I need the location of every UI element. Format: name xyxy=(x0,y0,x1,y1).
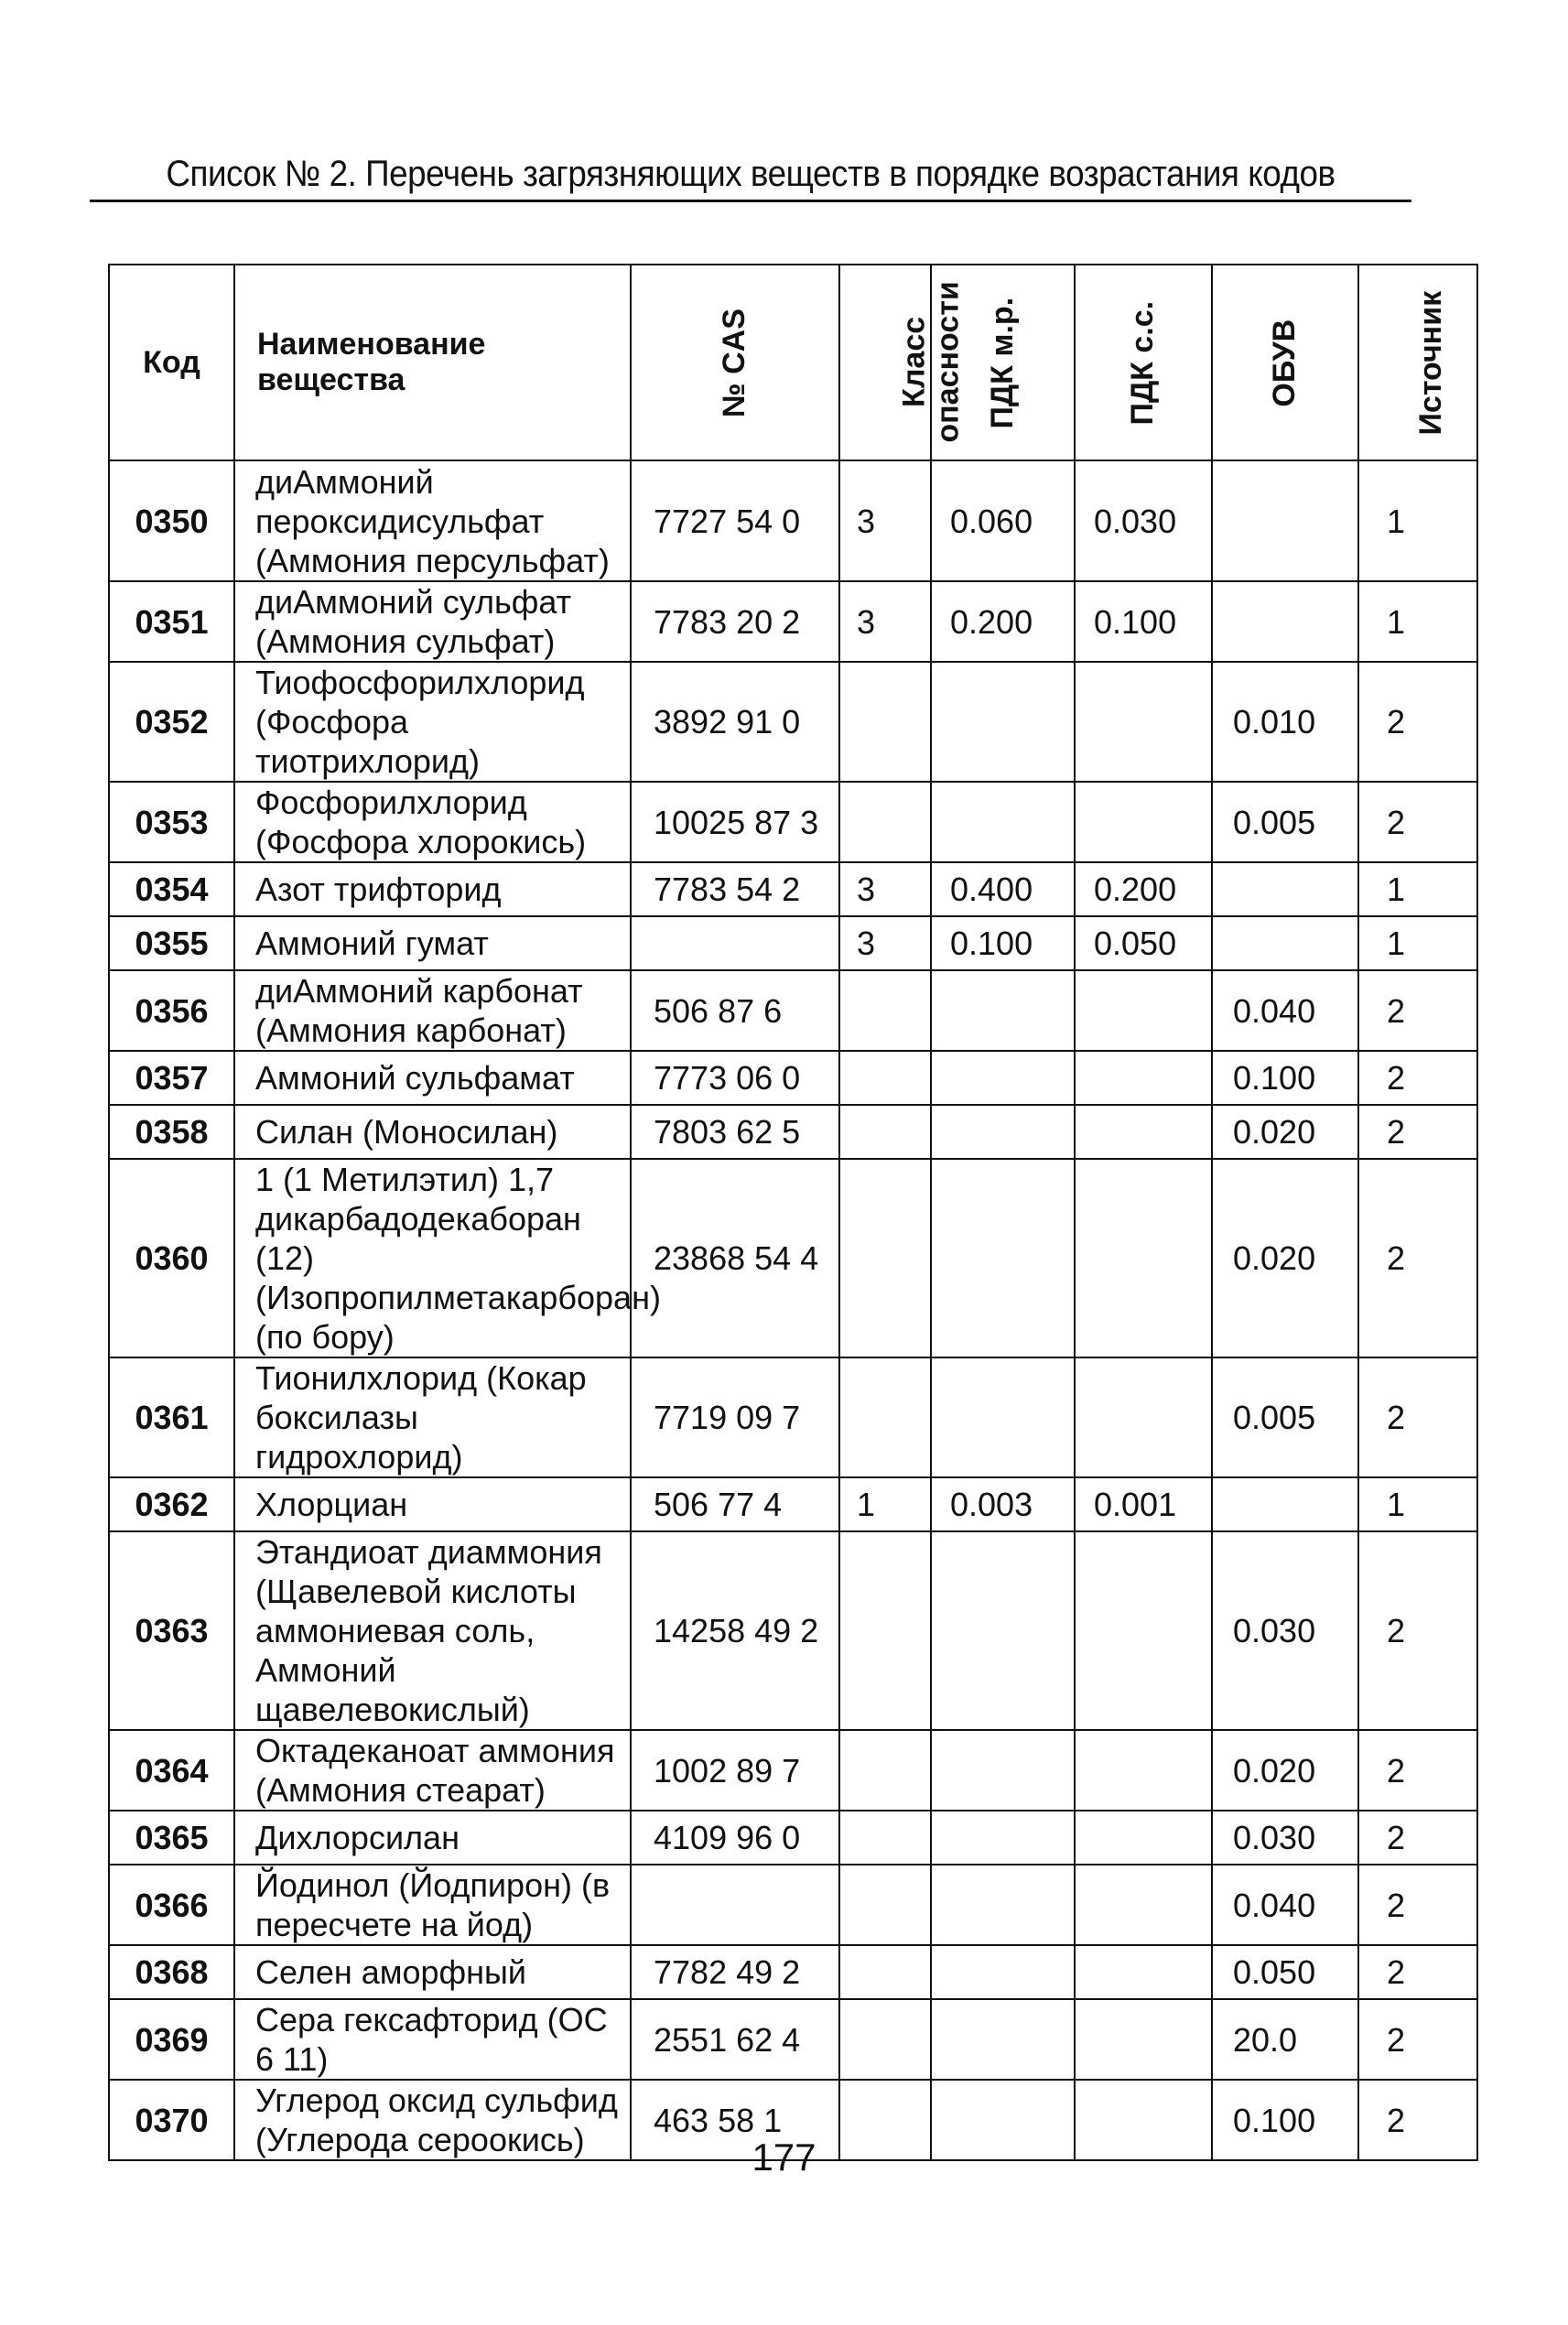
cell-src: 2 xyxy=(1358,1357,1477,1477)
cell-obuv: 0.100 xyxy=(1212,1051,1358,1105)
cell-code: 0362 xyxy=(109,1477,234,1531)
cell-pss xyxy=(1075,1051,1212,1105)
cell-cas: 1002 89 7 xyxy=(631,1730,839,1811)
cell-obuv: 0.030 xyxy=(1212,1811,1358,1865)
table-row xyxy=(109,1477,1477,1531)
cell-code: 0352 xyxy=(109,662,234,782)
cell-code: 0353 xyxy=(109,782,234,862)
cell-pmr xyxy=(931,1730,1075,1811)
cell-name: Октадеканоат аммония (Аммония стеарат) xyxy=(234,1730,631,1811)
cell-cas: 7782 49 2 xyxy=(631,1945,839,1999)
cell-cls xyxy=(839,1051,931,1105)
cell-obuv xyxy=(1212,916,1358,970)
cell-pss: 0.030 xyxy=(1075,460,1212,581)
cell-name: Тионилхлорид (Кокар боксилазы гидрохлорид) xyxy=(234,1357,631,1477)
cell-pss: 0.050 xyxy=(1075,916,1212,970)
cell-pss xyxy=(1075,1945,1212,1999)
cell-pss xyxy=(1075,1999,1212,2080)
cell-obuv: 0.050 xyxy=(1212,1945,1358,1999)
cell-cls xyxy=(839,1159,931,1357)
cell-pmr xyxy=(931,782,1075,862)
cell-cls xyxy=(839,1730,931,1811)
cell-pss xyxy=(1075,662,1212,782)
cell-obuv: 0.040 xyxy=(1212,970,1358,1051)
cell-pss xyxy=(1075,970,1212,1051)
cell-pmr xyxy=(931,1811,1075,1865)
table-row xyxy=(109,1999,1477,2080)
cell-cas: 7803 62 5 xyxy=(631,1105,839,1159)
cell-name: Аммоний гумат xyxy=(234,916,631,970)
cell-src: 2 xyxy=(1358,1811,1477,1865)
cell-obuv: 0.040 xyxy=(1212,1865,1358,1945)
cell-name: Йодинол (Йодпирон) (в пересчете на йод) xyxy=(234,1865,631,1945)
cell-cas: 7727 54 0 xyxy=(631,460,839,581)
cell-pmr xyxy=(931,970,1075,1051)
cell-cls xyxy=(839,1531,931,1730)
cell-obuv: 0.100 xyxy=(1212,2080,1358,2160)
cell-name: Силан (Моносилан) xyxy=(234,1105,631,1159)
table-row xyxy=(109,1159,1477,1357)
cell-cas: 3892 91 0 xyxy=(631,662,839,782)
header-name: Наименование вещества xyxy=(234,265,631,460)
cell-name: Тиофосфорилхлорид (Фосфора тиотрихлорид) xyxy=(234,662,631,782)
cell-code: 0364 xyxy=(109,1730,234,1811)
cell-name: Хлорциан xyxy=(234,1477,631,1531)
cell-obuv: 20.0 xyxy=(1212,1999,1358,2080)
cell-pss xyxy=(1075,1357,1212,1477)
cell-name: Фосфорилхлорид (Фосфора хлорокись) xyxy=(234,782,631,862)
table-row xyxy=(109,1811,1477,1865)
cell-name: Дихлорсилан xyxy=(234,1811,631,1865)
cell-src: 2 xyxy=(1358,782,1477,862)
cell-name: Селен аморфный xyxy=(234,1945,631,1999)
cell-cas: 10025 87 3 xyxy=(631,782,839,862)
cell-src: 2 xyxy=(1358,1159,1477,1357)
cell-pmr xyxy=(931,1999,1075,2080)
cell-src: 2 xyxy=(1358,662,1477,782)
cell-code: 0355 xyxy=(109,916,234,970)
cell-code: 0358 xyxy=(109,1105,234,1159)
cell-cls xyxy=(839,1999,931,2080)
cell-src: 2 xyxy=(1358,1945,1477,1999)
cell-obuv: 0.030 xyxy=(1212,1531,1358,1730)
table-row xyxy=(109,1730,1477,1811)
cell-name: диАммоний карбонат (Аммония карбонат) xyxy=(234,970,631,1051)
cell-name: Аммоний сульфамат xyxy=(234,1051,631,1105)
table-body xyxy=(109,460,1477,2160)
cell-name: диАммоний сульфат (Аммония сульфат) xyxy=(234,581,631,662)
table-row xyxy=(109,782,1477,862)
cell-code: 0354 xyxy=(109,862,234,916)
cell-code: 0351 xyxy=(109,581,234,662)
cell-name: 1 (1 Метилэтил) 1,7 дикарбадодекаборан (12) (Изопропилметакарборан) (по бору) xyxy=(234,1159,631,1357)
header-cas: № CAS xyxy=(631,265,839,460)
header-hazard-class: Класс опасности xyxy=(839,265,931,460)
cell-pmr: 0.100 xyxy=(931,916,1075,970)
cell-cls: 3 xyxy=(839,862,931,916)
cell-pmr: 0.060 xyxy=(931,460,1075,581)
cell-pss: 0.001 xyxy=(1075,1477,1212,1531)
cell-cas: 463 58 1 xyxy=(631,2080,839,2160)
cell-pmr xyxy=(931,1945,1075,1999)
header-source: Источник xyxy=(1358,265,1477,460)
cell-src: 2 xyxy=(1358,1730,1477,1811)
cell-code: 0350 xyxy=(109,460,234,581)
cell-pss: 0.100 xyxy=(1075,581,1212,662)
table-row xyxy=(109,1865,1477,1945)
cell-obuv: 0.010 xyxy=(1212,662,1358,782)
table-row xyxy=(109,1357,1477,1477)
cell-obuv: 0.020 xyxy=(1212,1730,1358,1811)
cell-name: диАммоний пероксидисульфат (Аммония персульфат) xyxy=(234,460,631,581)
table-row xyxy=(109,460,1477,581)
cell-cls xyxy=(839,970,931,1051)
cell-cls: 1 xyxy=(839,1477,931,1531)
table-row xyxy=(109,1105,1477,1159)
cell-name: Азот трифторид xyxy=(234,862,631,916)
cell-pmr xyxy=(931,1865,1075,1945)
cell-cas: 2551 62 4 xyxy=(631,1999,839,2080)
cell-pmr: 0.400 xyxy=(931,862,1075,916)
header-code: Код xyxy=(109,265,234,460)
table-row xyxy=(109,581,1477,662)
cell-src: 1 xyxy=(1358,862,1477,916)
cell-cas xyxy=(631,1865,839,1945)
cell-cls xyxy=(839,1357,931,1477)
cell-src: 2 xyxy=(1358,1105,1477,1159)
cell-pmr xyxy=(931,1105,1075,1159)
cell-pmr xyxy=(931,1357,1075,1477)
page-number: 177 xyxy=(752,2136,816,2179)
cell-obuv: 0.005 xyxy=(1212,782,1358,862)
table-row xyxy=(109,1531,1477,1730)
cell-pss xyxy=(1075,1811,1212,1865)
cell-code: 0368 xyxy=(109,1945,234,1999)
cell-cas: 506 87 6 xyxy=(631,970,839,1051)
cell-src: 2 xyxy=(1358,1865,1477,1945)
header-pdk-mr: ПДК м.р. xyxy=(931,265,1075,460)
table-row xyxy=(109,970,1477,1051)
cell-obuv: 0.005 xyxy=(1212,1357,1358,1477)
cell-cas: 7783 54 2 xyxy=(631,862,839,916)
cell-src: 1 xyxy=(1358,581,1477,662)
cell-obuv xyxy=(1212,862,1358,916)
table-row xyxy=(109,916,1477,970)
cell-cls xyxy=(839,1865,931,1945)
cell-cls xyxy=(839,1105,931,1159)
cell-cas: 506 77 4 xyxy=(631,1477,839,1531)
cell-obuv xyxy=(1212,460,1358,581)
cell-src: 1 xyxy=(1358,916,1477,970)
cell-code: 0365 xyxy=(109,1811,234,1865)
cell-src: 2 xyxy=(1358,1999,1477,2080)
cell-pmr xyxy=(931,1051,1075,1105)
cell-name: Сера гексафторид (ОС 6 11) xyxy=(234,1999,631,2080)
cell-cls: 3 xyxy=(839,460,931,581)
page-title: Список № 2. Перечень загрязняющих веществ в порядке возрастания кодов xyxy=(166,154,1336,194)
cell-code: 0366 xyxy=(109,1865,234,1945)
cell-src: 2 xyxy=(1358,1531,1477,1730)
cell-cas: 14258 49 2 xyxy=(631,1531,839,1730)
cell-pmr xyxy=(931,662,1075,782)
cell-name: Углерод оксид сульфид (Углерода сероокись) xyxy=(234,2080,631,2160)
cell-pss xyxy=(1075,1865,1212,1945)
table-header-row xyxy=(109,265,1477,460)
cell-cls: 3 xyxy=(839,916,931,970)
cell-obuv: 0.020 xyxy=(1212,1105,1358,1159)
cell-pss xyxy=(1075,1730,1212,1811)
cell-cls xyxy=(839,782,931,862)
substances-table xyxy=(108,264,1478,2161)
cell-obuv xyxy=(1212,1477,1358,1531)
cell-pmr xyxy=(931,1159,1075,1357)
cell-cas: 7719 09 7 xyxy=(631,1357,839,1477)
cell-pss xyxy=(1075,1531,1212,1730)
table-row xyxy=(109,1945,1477,1999)
cell-code: 0369 xyxy=(109,1999,234,2080)
cell-src: 2 xyxy=(1358,1051,1477,1105)
cell-cls xyxy=(839,1945,931,1999)
cell-pss xyxy=(1075,1105,1212,1159)
cell-cls: 3 xyxy=(839,581,931,662)
cell-pss: 0.200 xyxy=(1075,862,1212,916)
cell-obuv: 0.020 xyxy=(1212,1159,1358,1357)
cell-cas: 23868 54 4 xyxy=(631,1159,839,1357)
cell-pss xyxy=(1075,1159,1212,1357)
cell-obuv xyxy=(1212,581,1358,662)
cell-cls xyxy=(839,662,931,782)
cell-cas: 7773 06 0 xyxy=(631,1051,839,1105)
cell-code: 0360 xyxy=(109,1159,234,1357)
cell-pss xyxy=(1075,782,1212,862)
cell-pmr: 0.003 xyxy=(931,1477,1075,1531)
cell-pmr xyxy=(931,1531,1075,1730)
cell-src: 1 xyxy=(1358,460,1477,581)
cell-src: 1 xyxy=(1358,1477,1477,1531)
cell-cas xyxy=(631,916,839,970)
cell-cas: 7783 20 2 xyxy=(631,581,839,662)
header-pdk-ss: ПДК с.с. xyxy=(1075,265,1212,460)
cell-cls xyxy=(839,1811,931,1865)
cell-name: Этандиоат диаммония (Щавелевой кислоты аммониевая соль, Аммоний щавелевокислый) xyxy=(234,1531,631,1730)
table-row xyxy=(109,1051,1477,1105)
title-underline xyxy=(90,200,1411,202)
cell-src: 2 xyxy=(1358,2080,1477,2160)
cell-code: 0363 xyxy=(109,1531,234,1730)
table-row xyxy=(109,862,1477,916)
cell-code: 0361 xyxy=(109,1357,234,1477)
cell-code: 0370 xyxy=(109,2080,234,2160)
cell-cas: 4109 96 0 xyxy=(631,1811,839,1865)
table-row xyxy=(109,662,1477,782)
cell-pmr: 0.200 xyxy=(931,581,1075,662)
header-obuv: ОБУВ xyxy=(1212,265,1358,460)
cell-code: 0356 xyxy=(109,970,234,1051)
cell-src: 2 xyxy=(1358,970,1477,1051)
cell-code: 0357 xyxy=(109,1051,234,1105)
